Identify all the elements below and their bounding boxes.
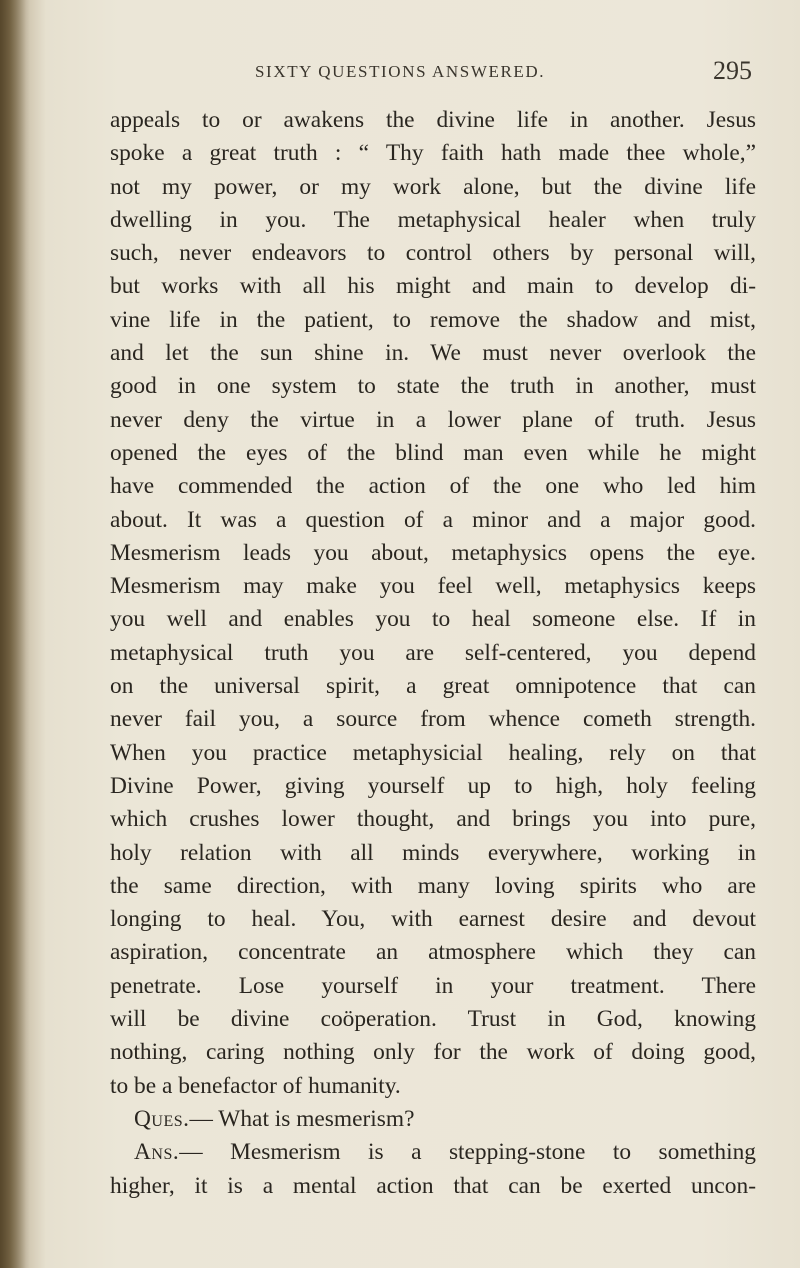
text-line: When you practice metaphysicial healing, rely on that [110,739,756,766]
text-line: higher, it is a mental action that can be exerted uncon- [110,1172,756,1199]
answer-text: — Mesmerism is a stepping-stone to something [179,1139,756,1166]
answer-label: Ans. [134,1139,180,1166]
text-line: penetrate. Lose yourself in your treatment. There [110,972,756,999]
text-line: such, never endeavors to control others by personal will, [110,240,756,267]
text-line: the same direction, with many loving spirits who are [110,872,756,899]
body-text [110,104,756,1203]
text-line: opened the eyes of the blind man even while he might [110,439,756,466]
answer-line [110,1136,756,1169]
text-line: not my power, or my work alone, but the divine life [110,173,756,200]
text-line: nothing, caring nothing only for the work of doing good, [110,1039,756,1066]
page-number: 295 [713,56,752,85]
text-line: never fail you, a source from whence cometh strength. [110,706,756,733]
text-line: vine life in the patient, to remove the shadow and mist, [110,306,756,333]
text-line: Mesmerism leads you about, metaphysics opens the eye. [110,539,756,566]
text-line: metaphysical truth you are self-centered, you depend [110,639,756,666]
text-line: you well and enables you to heal someone else. If in [110,606,756,633]
text-line: aspiration, concentrate an atmosphere which they can [110,939,756,966]
text-line: appeals to or awakens the divine life in another. Jesus [110,107,756,133]
question-label: Ques. [134,1105,190,1132]
text-line: which crushes lower thought, and brings you into pure, [110,806,756,833]
question-line [110,1103,756,1136]
text-line: and let the sun shine in. We must never overlook the [110,340,756,367]
text-line: holy relation with all minds everywhere, working in [110,839,756,866]
text-line: never deny the virtue in a lower plane of truth. Jesus [110,406,756,433]
binding-shadow [0,0,30,1268]
text-line: but works with all his might and main to develop di- [110,273,756,300]
running-title: SIXTY QUESTIONS ANSWERED. [255,62,546,81]
text-line: have commended the action of the one who led him [110,473,756,500]
text-line: on the universal spirit, a great omnipotence that can [110,673,756,700]
text-line: Mesmerism may make you feel well, metaphysics keeps [110,573,756,600]
text-line: about. It was a question of a minor and a major good. [110,506,756,533]
running-head [112,56,752,90]
text-line: dwelling in you. The metaphysical healer when truly [110,206,756,233]
text-line: to be a benefactor of humanity. [110,1072,401,1099]
text-line: Divine Power, giving yourself up to high, holy feeling [110,772,756,799]
text-line: spoke a great truth : “ Thy faith hath made thee whole,” [110,140,756,167]
text-line: longing to heal. You, with earnest desire and devout [110,906,756,933]
question-text: — What is mesmerism? [189,1105,415,1132]
text-line: good in one system to state the truth in another, must [110,373,756,400]
text-line: will be divine coöperation. Trust in God, knowing [110,1006,756,1033]
